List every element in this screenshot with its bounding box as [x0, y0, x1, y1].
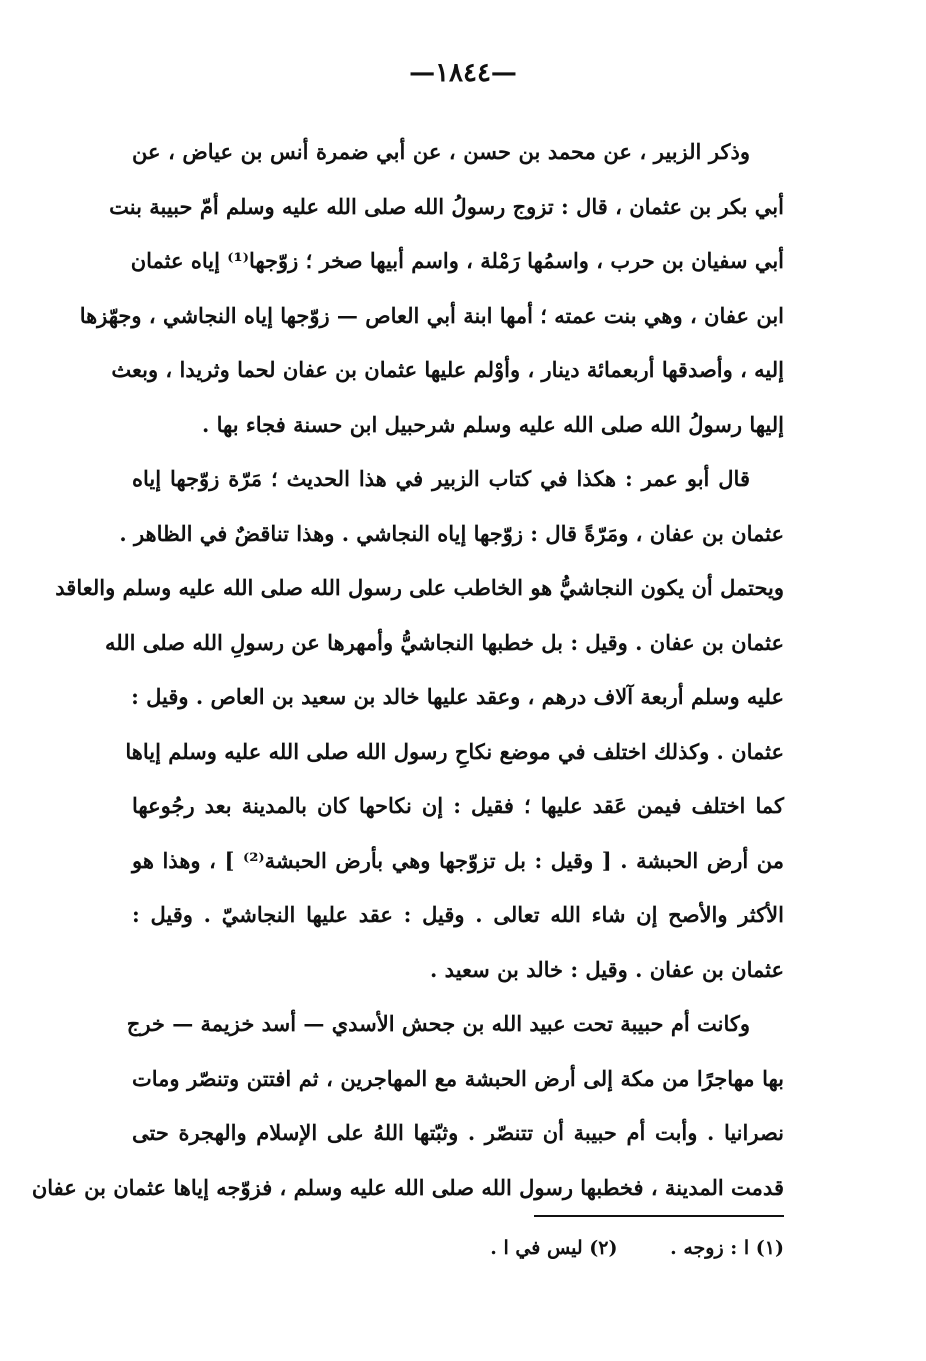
text-line: أبي سفيان بن حرب ، واسمُها رَمْلة ، واسم أبيها صخر ؛ زوّجها⁽¹⁾ إياه عثمان: [130, 248, 784, 273]
text-line: قال أبو عمر : هكذا في كتاب الزبير في هذا الحديث ؛ مَرّة زوّجها إياه: [132, 466, 750, 491]
text-line: إليها رسولُ الله صلى الله عليه وسلم شرحبيل ابن حسنة فجاء بها .: [202, 411, 784, 437]
footnote-1: (١) ا : زوجه .: [670, 1237, 784, 1259]
text-line: بها مهاجرًا من مكة إلى أرض الحبشة مع المهاجرين ، ثم افتتن وتنصّر ومات: [132, 1065, 784, 1091]
text-line: قدمت المدينة ، فخطبها رسول الله صلى الله عليه وسلم ، فزوّجه إياها عثمان بن عفان: [31, 1174, 784, 1200]
text-line: نصرانيا . وأبت أم حبيبة أن تتنصّر . وثبّتها اللهُ على الإسلام والهجرة حتى: [132, 1120, 784, 1145]
footnote-divider: [534, 1215, 784, 1217]
text-line: أبي بكر بن عثمان ، قال : تزوج رسولُ الله صلى الله عليه وسلم أمّ حبيبة بنت: [109, 193, 784, 219]
text-line: وكانت أم حبيبة تحت عبيد الله بن جحش الأسدي — أسد خزيمة — خرج: [126, 1011, 750, 1036]
text-line: الأكثر والأصح إن شاء الله تعالى . وقيل : عقد عليها النجاشيّ . وقيل :: [132, 902, 784, 927]
text-line: ويحتمل أن يكون النجاشيُّ هو الخاطب على رسول الله صلى الله عليه وسلم والعاقد: [55, 575, 784, 600]
text-line: إليه ، وأصدقها أربعمائة دينار ، وأوْلم عليها عثمان بن عفان لحما وثريدا ، وبعث: [111, 357, 784, 382]
paragraph-1: [79, 125, 784, 452]
page-number: —١٨٤٤—: [409, 58, 517, 88]
text-line: كما اختلف فيمن عَقد عليها ؛ فقيل : إن نكاحها كان بالمدينة بعد رجُوعها: [132, 793, 784, 818]
footnote-2: (٢) ليس في ا .: [490, 1237, 618, 1259]
text-line: عثمان بن عفان . وقيل : بل خطبها النجاشيُّ وأمهرها عن رسولِ الله صلى الله: [105, 629, 784, 655]
text-line: وذكر الزبير ، عن محمد بن حسن ، عن أبي ضمرة أنس بن عياض ، عن: [132, 139, 750, 164]
paragraph-3: [31, 997, 784, 1215]
text-line: عليه وسلم أربعة آلاف درهم ، وعقد عليها خالد بن سعيد بن العاص . وقيل :: [131, 684, 784, 709]
footnotes: [430, 1228, 784, 1268]
text-line: ابن عفان ، وهي بنت عمته ؛ أمها ابنة أبي العاص — زوّجها إياه النجاشي ، وجهّزها: [79, 302, 784, 328]
text-line: عثمان . وكذلك اختلف في موضع نكاحِ رسول الله صلى الله عليه وسلم إياها: [125, 738, 784, 764]
text-line: عثمان بن عفان ، ومَرّةً قال : زوّجها إياه النجاشي . وهذا تناقضٌ في الظاهر .: [119, 520, 784, 546]
paragraph-2: [55, 452, 784, 997]
text-line: عثمان بن عفان . وقيل : خالد بن سعيد .: [430, 956, 784, 982]
text-line: من أرض الحبشة . [ وقيل : بل تزوّجها وهي بأرض الحبشة⁽²⁾ ] ، وهذا هو: [132, 847, 784, 873]
